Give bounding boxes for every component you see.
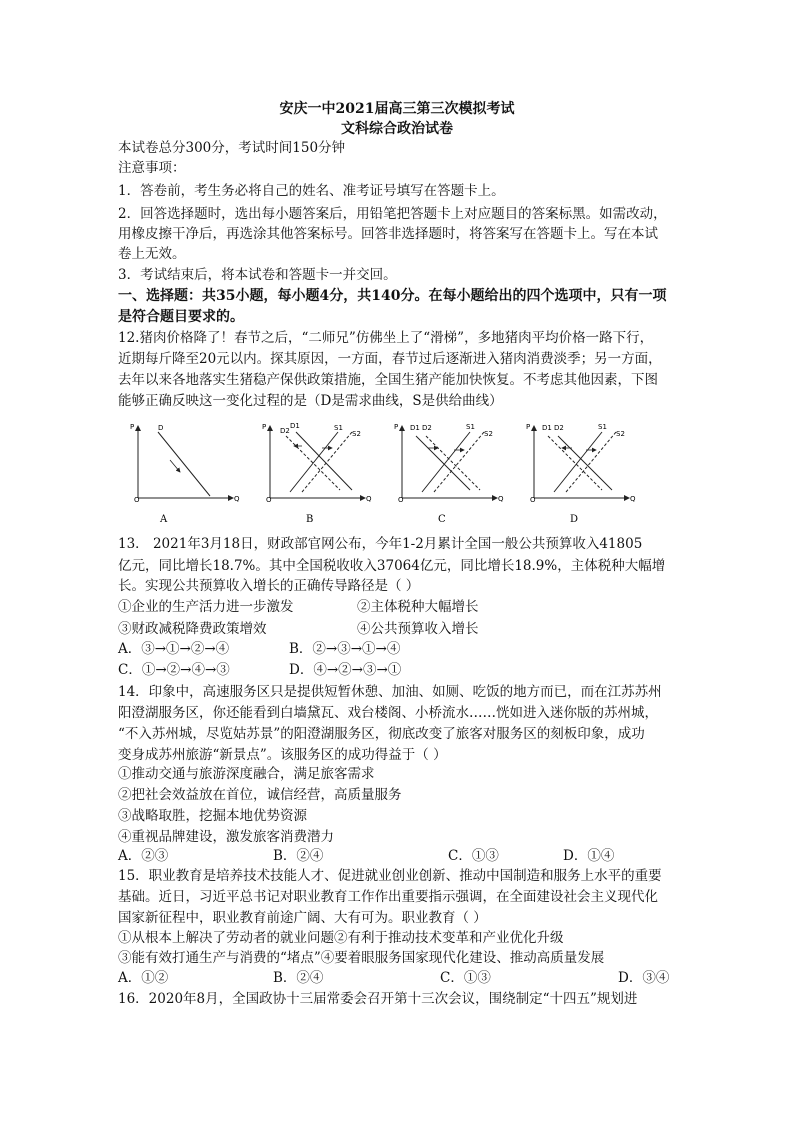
exam-subtitle: 文科综合政治试卷 <box>341 121 453 137</box>
graph-b-s2: S2 <box>352 430 361 438</box>
graph-a-arrow <box>170 460 180 472</box>
graph-a-o: O <box>134 496 140 504</box>
q15-line2: 基础。近日，习近平总书记对职业教育工作作出重要指示强调，在全面建设社会主义现代化 <box>118 889 658 905</box>
q13-line1: 13． 2021年3月18日，财政部官网公布，今年1-2月累计全国一般公共预算收入41805 <box>118 536 643 552</box>
graph-d-s1: S1 <box>598 423 607 431</box>
graph-b-q: Q <box>366 495 372 503</box>
graph-d-d2-line <box>558 436 612 490</box>
supply-demand-graphs <box>128 418 668 528</box>
q12-line3: 去年以来各地落实生猪稳产保供政策措施，全国生猪产能加快恢复。不考虑其他因素，下图 <box>118 372 658 388</box>
q15-option-d[interactable]: D．③④ <box>618 970 670 986</box>
graph-a <box>130 423 240 525</box>
graph-c-d1-line <box>416 436 470 490</box>
graph-b-o: O <box>266 496 272 504</box>
graph-d-q: Q <box>630 495 636 503</box>
notice-2-line3: 卷上无效。 <box>118 246 186 262</box>
score-info: 本试卷总分300分，考试时间150分钟 <box>118 140 346 156</box>
graph-c-q: Q <box>498 495 504 503</box>
graph-b-s1-line <box>290 432 338 492</box>
graph-c-o: O <box>398 496 404 504</box>
graph-b-d1-line <box>296 432 352 490</box>
graph-b-p: P <box>262 423 267 431</box>
graph-c-s2: S2 <box>484 430 493 438</box>
q14-statement-2: ②把社会效益放在首位，诚信经营，高质量服务 <box>118 787 402 803</box>
q15-line3: 国家新征程中，职业教育前途广阔、大有可为。职业教育（ ） <box>118 910 487 926</box>
graph-d-d2: D2 <box>554 424 564 432</box>
q14-line3: “不入苏州城，尽览姑苏景”的阳澄湖服务区，彻底改变了旅客对服务区的刻板印象，成功 <box>118 726 645 742</box>
q15-statements-3-4: ③能有效打通生产与消费的“堵点”④要着眼服务国家现代化建设、推动高质量发展 <box>118 950 605 966</box>
q15-line1: 15．职业教育是培养技术技能人才、促进就业创业创新、推动中国制造和服务上水平的重要 <box>118 868 662 884</box>
graph-d-p: P <box>526 423 531 431</box>
exam-title: 安庆一中2021届高三第三次模拟考试 <box>279 101 515 117</box>
graph-a-d: D <box>158 424 164 432</box>
q15-statements-1-2: ①从根本上解决了劳动者的就业问题②有利于推动技术变革和产业优化升级 <box>118 930 564 946</box>
q13-statement-4: ④公共预算收入增长 <box>357 621 479 637</box>
graph-a-demand-line <box>158 432 210 496</box>
graph-c-s1: S1 <box>466 423 475 431</box>
q15-option-b[interactable]: B．②④ <box>273 970 324 986</box>
graph-b <box>262 422 372 525</box>
q13-option-d[interactable]: D．④→②→③→① <box>289 662 402 678</box>
graph-c <box>394 423 504 525</box>
graph-d-label: D <box>570 514 579 525</box>
section-heading-line1: 一、选择题：共35小题，每小题4分，共140分。在每小题给出的四个选项中，只有一项 <box>118 288 667 304</box>
q13-statement-1: ①企业的生产活力进一步激发 <box>118 599 294 615</box>
q15-option-c[interactable]: C．①③ <box>440 970 491 986</box>
graph-c-d2-line <box>426 436 480 490</box>
q14-option-c[interactable]: C．①③ <box>448 848 499 864</box>
q14-line2: 阳澄湖服务区，你还能看到白墙黛瓦、戏台楼阁、小桥流水……恍如进入迷你版的苏州城， <box>118 705 658 721</box>
q12-line1: 12.猪肉价格降了！春节之后，“二师兄”仿佛坐上了“滑梯”，多地猪肉平均价格一路下行， <box>118 330 654 346</box>
q12-line2: 近期每斤降至20元以内。探其原因，一方面，春节过后逐渐进入猪肉消费淡季；另一方面， <box>118 351 662 367</box>
q13-line2: 亿元，同比增长18.7%。其中全国税收收入37064亿元，同比增长18.9%，主体税种大幅增 <box>118 558 666 574</box>
q14-option-a[interactable]: A．②③ <box>118 848 169 864</box>
q14-option-b[interactable]: B．②④ <box>273 848 324 864</box>
q14-statement-3: ③战略取胜，挖掘本地优势资源 <box>118 808 307 824</box>
q13-line3: 长。实现公共预算收入增长的正确传导路径是（ ） <box>118 578 420 594</box>
q13-option-a[interactable]: A．③→①→②→④ <box>118 641 230 657</box>
q14-statement-4: ④重视品牌建设，激发旅客消费潜力 <box>118 829 334 845</box>
graph-b-s2-line <box>302 432 352 492</box>
graph-d-d1: D1 <box>542 424 552 432</box>
q12-line4: 能够正确反映这一变化过程的是（D是需求曲线，S是供给曲线） <box>118 393 503 409</box>
graph-d-s2: S2 <box>616 430 625 438</box>
graph-c-label: C <box>438 514 446 525</box>
graph-a-label: A <box>160 514 168 525</box>
q13-statement-3: ③财政减税降费政策增效 <box>118 621 267 637</box>
graph-d <box>526 423 636 525</box>
q13-statement-2: ②主体税种大幅增长 <box>357 599 479 615</box>
graph-a-p: P <box>130 423 135 431</box>
q13-option-c[interactable]: C．①→②→④→③ <box>118 662 230 678</box>
graph-b-label: B <box>306 514 314 525</box>
q14-line4: 变身成苏州旅游“新景点”。该服务区的成功得益于（ ） <box>118 747 447 763</box>
q15-option-a[interactable]: A．①② <box>118 970 169 986</box>
section-heading-line2: 是符合题目要求的。 <box>118 309 244 325</box>
q14-statement-1: ①推动交通与旅游深度融合，满足旅客需求 <box>118 766 375 782</box>
graph-b-d2: D2 <box>280 427 290 435</box>
q13-option-b[interactable]: B．②→③→①→④ <box>289 641 401 657</box>
notice-3: 3．考试结束后，将本试卷和答题卡一并交回。 <box>118 267 397 283</box>
graph-d-d1-line <box>548 436 602 490</box>
graph-d-o: O <box>530 496 536 504</box>
q14-line1: 14．印象中，高速服务区只是提供短暂休憩、加油、如厕、吃饭的地方而已，而在江苏苏州 <box>118 684 662 700</box>
graph-a-q: Q <box>234 495 240 503</box>
q16-line1: 16．2020年8月，全国政协十三届常委会召开第十三次会议，围绕制定“十四五”规划进 <box>118 991 638 1007</box>
graph-b-d1: D1 <box>290 422 300 430</box>
notice-2-line2: 用橡皮擦干净后，再选涂其他答案标号。回答非选择题时，将答案写在答题卡上。写在本试 <box>118 226 658 242</box>
q14-option-d[interactable]: D．①④ <box>563 848 615 864</box>
notice-title: 注意事项： <box>118 160 186 176</box>
graph-b-s1: S1 <box>334 424 343 432</box>
notice-2-line1: 2．回答选择题时，选出每小题答案后，用铅笔把答题卡上对应题目的答案标黑。如需改动， <box>118 206 667 222</box>
graph-c-p: P <box>394 423 399 431</box>
graph-c-d2: D2 <box>422 424 432 432</box>
graph-c-d1: D1 <box>410 424 420 432</box>
notice-1: 1．答卷前，考生务必将自己的姓名、准考证号填写在答题卡上。 <box>118 183 505 199</box>
